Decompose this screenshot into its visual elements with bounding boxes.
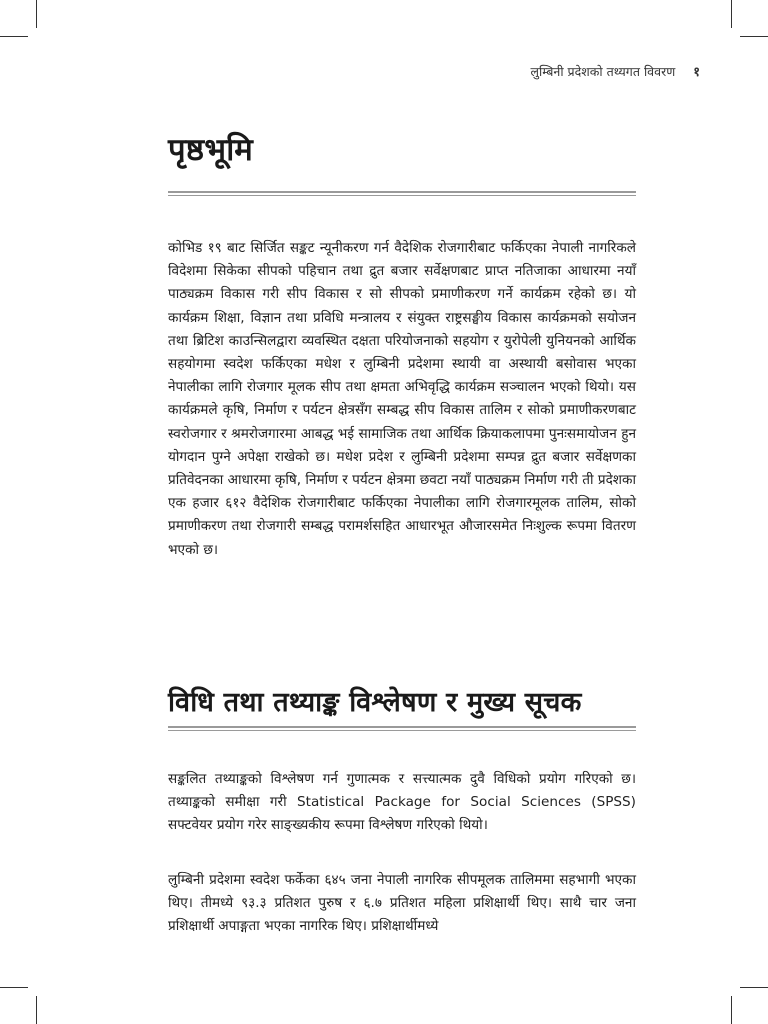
crop-mark-bottom-right-vertical	[731, 996, 732, 1024]
paragraph-methodology: सङ्कलित तथ्याङ्कको विश्लेषण गर्न गुणात्मक र सत्त्यात्मक दुवै विधिको प्रयोग गरिएको छ। तथ्याङ्कको समीक्षा गरी Statistical Package for Social Sciences (SPSS) सफ्टवेयर प्रयोग गरेर साङ्ख्यकीय रूपमा विश्लेषण गरिएको थियो।	[168, 771, 636, 834]
running-title: लुम्बिनी प्रदेशको तथ्यगत विवरण	[530, 64, 676, 79]
section-divider-2	[168, 726, 636, 731]
page-number: १	[693, 65, 700, 80]
crop-mark-bottom-right-horizontal	[740, 987, 768, 988]
paragraph-participants: लुम्बिनी प्रदेशमा स्वदेश फर्केका ६४५ जना नेपाली नागरिक सीपमूलक तालिममा सहभागी भएका थिए। तीमध्ये ९३.३ प्रतिशत पुरुष र ६.७ प्रतिशत महिला प्रशिक्षार्थी थिए। साथै चार जना प्रशिक्षार्थी अपाङ्गता भएका नागरिक थिए। प्रशिक्षार्थीमध्ये	[168, 872, 636, 935]
crop-mark-bottom-left-vertical	[36, 996, 37, 1024]
paragraph-background: कोभिड १९ बाट सिर्जित सङ्कट न्यूनीकरण गर्न वैदेशिक रोजगारीबाट फर्किएका नेपाली नागरिकले विदेशमा सिकेका सीपको पहिचान तथा द्रुत बजार सर्वेक्षणबाट प्राप्त नतिजाका आधारमा नयाँ पाठ्यक्रम विकास गरी सीप विकास र सो सीपको प्रमाणीकरण गर्ने कार्यक्रम रहेको छ। यो कार्यक्रम शिक्षा, विज्ञान तथा प्रविधि मन्त्रालय र संयुक्त राष्ट्रसङ्घीय विकास कार्यक्रमको सयोजन तथा ब्रिटिश काउन्सिलद्वारा व्यवस्थित दक्षता परियोजनाको सहयोग र युरोपेली युनियनको आर्थिक सहयोगमा स्वदेश फर्किएका मधेश र लुम्बिनी प्रदेशमा स्थायी वा अस्थायी बसोवास भएका नेपालीका लागि रोजगार मूलक सीप तथा क्षमता अभिवृद्धि कार्यक्रम सञ्चालन भएको थियो। यस कार्यक्रमले कृषि, निर्माण र पर्यटन क्षेत्रसँग सम्बद्ध सीप विकास तालिम र सोको प्रमाणीकरणबाट स्वरोजगार र श्रमरोजगारमा आबद्ध भई सामाजिक तथा आर्थिक क्रियाकलापमा पुनःसमायोजन हुन योगदान पुग्ने अपेक्षा राखेको छ। मधेश प्रदेश र लुम्बिनी प्रदेशमा सम्पन्न द्रुत बजार सर्वेक्षणका प्रतिवेदनका आधारमा कृषि, निर्माण र पर्यटन क्षेत्रमा छवटा नयाँ पाठ्यक्रम निर्माण गरी ती प्रदेशका एक हजार ६१२ वैदेशिक रोजगारीबाट फर्किएका नेपालीका लागि रोजगारमूलक तालिम, सोको प्रमाणीकरण तथा रोजगारी सम्बद्ध परामर्शसहित आधारभूत औजारसमेत निःशुल्क रूपमा वितरण भएको छ।	[168, 240, 636, 558]
crop-mark-top-right-horizontal	[740, 36, 768, 37]
section-divider-1	[168, 191, 636, 196]
crop-mark-bottom-left-horizontal	[0, 987, 28, 988]
section-title-methodology: विधि तथा तथ्याङ्क विश्लेषण र मुख्य सूचक	[168, 687, 582, 718]
crop-mark-top-left-horizontal	[0, 36, 28, 37]
running-header	[460, 62, 700, 80]
crop-mark-top-right-vertical	[731, 0, 732, 28]
crop-mark-top-left-vertical	[36, 0, 37, 28]
section-title-background: पृष्ठभूमि	[168, 132, 254, 168]
